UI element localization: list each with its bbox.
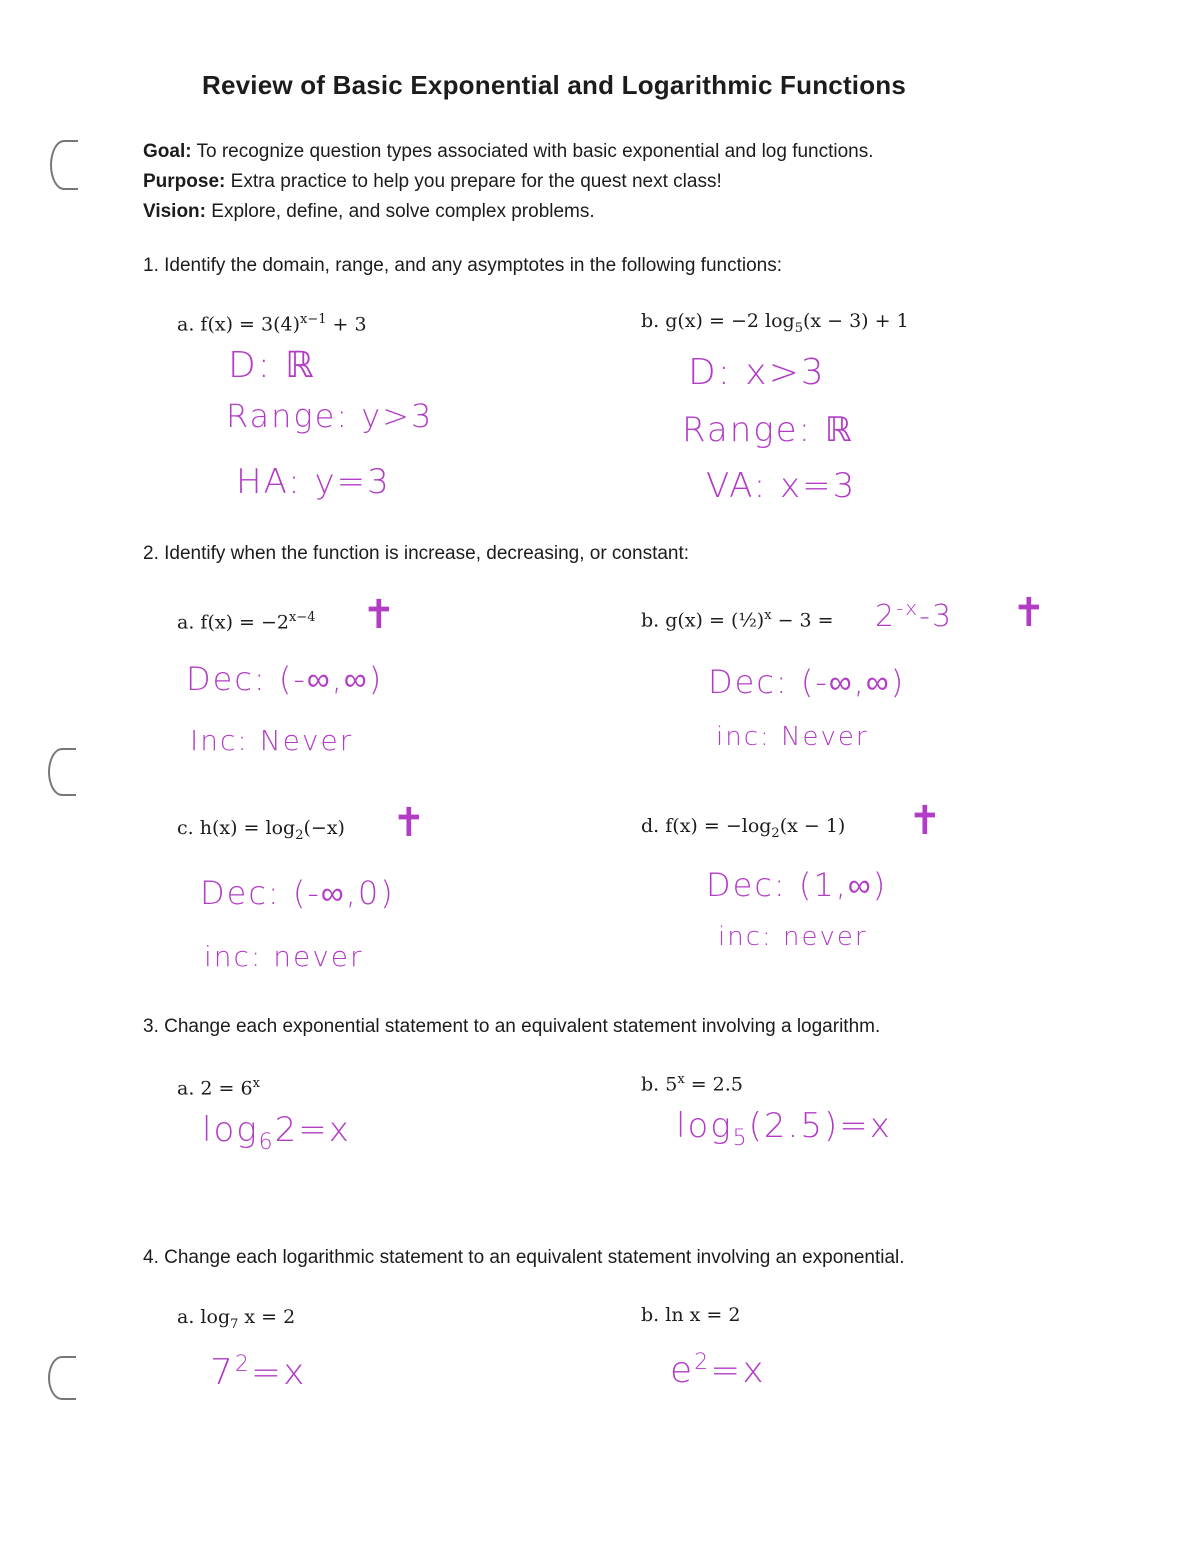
goal-line: [143, 137, 874, 167]
q1b-func: g(x) = −2 log: [665, 310, 795, 332]
q4a-answer-rest: =x: [250, 1352, 307, 1393]
q4a-stmt: log: [200, 1306, 231, 1328]
q1a-exp: x−1: [300, 312, 327, 327]
q2b-answer-decreasing: Dec: (-∞,∞): [708, 663, 906, 701]
q2b-label: b.: [641, 609, 660, 632]
q3a-answer-base: 6: [258, 1129, 275, 1155]
q2c-answer-decreasing: Dec: (-∞,0): [200, 874, 395, 912]
goal-label: Goal:: [143, 141, 192, 162]
q2d-answer-increasing: inc: never: [718, 922, 868, 952]
q4a-answer-base: 7: [210, 1352, 235, 1393]
q2c-function: [177, 817, 345, 843]
q1a-function: [177, 312, 367, 335]
q4b-statement: [641, 1304, 740, 1326]
q4b-stmt: ln x = 2: [665, 1304, 741, 1326]
q2c-answer-increasing: inc: never: [204, 940, 364, 973]
q4b-answer: [670, 1350, 766, 1391]
q1a-func: f(x) = 3(4): [200, 313, 300, 336]
q2c-sub: 2: [295, 827, 304, 843]
purpose-line: [143, 167, 874, 197]
purpose-text: Extra practice to help you prepare for the quest next class!: [230, 171, 722, 192]
q3b-answer-base: 5: [732, 1125, 749, 1151]
q2d-tail: (x − 1): [779, 815, 846, 837]
q2b-func: g(x) = (½): [665, 609, 765, 632]
goal-text: To recognize question types associated with basic exponential and log functions.: [196, 141, 874, 162]
q2b-cross-mark: ✝: [1012, 590, 1046, 636]
q3b-answer: [676, 1106, 892, 1151]
q4a-statement: [177, 1306, 295, 1332]
question-2-prompt: 2. Identify when the function is increase, decreasing, or constant:: [143, 543, 690, 564]
q2a-exp: x−4: [289, 610, 316, 625]
q1a-answer-domain: D: ℝ: [228, 345, 316, 386]
q2d-cross-mark: ✝: [908, 798, 942, 844]
q4b-answer-base: e: [670, 1350, 695, 1391]
binder-hole-bottom: [48, 1356, 76, 1400]
q2c-label: c.: [177, 817, 194, 839]
q1b-function: [641, 310, 909, 336]
q4a-sub: 7: [230, 1316, 239, 1332]
q3a-stmt: 2 = 6: [200, 1077, 253, 1100]
q3b-statement: [641, 1072, 743, 1095]
q1a-tail: + 3: [326, 313, 367, 336]
vision-line: [143, 197, 874, 227]
q3a-answer-log: log: [202, 1110, 259, 1150]
q3b-tail: = 2.5: [684, 1073, 743, 1096]
vision-label: Vision:: [143, 201, 206, 222]
q3b-label: b.: [641, 1073, 660, 1096]
question-3-prompt: 3. Change each exponential statement to an equivalent statement involving a logarithm.: [143, 1016, 881, 1037]
q3b-answer-rest: (2.5)=x: [748, 1106, 892, 1146]
q3a-answer: [202, 1110, 351, 1155]
q2d-func: f(x) = −log: [665, 815, 772, 837]
q1b-sub: 5: [794, 320, 803, 336]
q3a-answer-rest: 2=x: [274, 1110, 351, 1150]
q1a-answer-range: Range: y>3: [226, 397, 434, 435]
q1a-label: a.: [177, 313, 195, 336]
q2d-label: d.: [641, 815, 660, 837]
q2c-tail: (−x): [303, 817, 345, 839]
vision-text: Explore, define, and solve complex problems.: [211, 201, 595, 222]
q4b-answer-exp: 2: [694, 1350, 711, 1375]
q2d-function: [641, 815, 845, 841]
q4a-answer-exp: 2: [234, 1352, 251, 1377]
q2c-cross-mark: ✝: [392, 800, 426, 846]
q2a-cross-mark: ✝: [362, 592, 396, 638]
q1b-label: b.: [641, 310, 660, 332]
q2a-answer-decreasing: Dec: (-∞,∞): [186, 660, 384, 698]
binder-hole-middle: [48, 748, 76, 796]
q3a-exp: x: [252, 1076, 260, 1091]
q2b-rewrite-base: 2: [875, 599, 897, 634]
q4b-label: b.: [641, 1304, 660, 1326]
q1b-answer-domain: D: x>3: [688, 352, 826, 393]
purpose-label: Purpose:: [143, 171, 226, 192]
q3a-statement: [177, 1076, 260, 1099]
q1a-answer-asymptote: HA: y=3: [236, 462, 391, 502]
question-4-prompt: 4. Change each logarithmic statement to an equivalent statement involving an exponential.: [143, 1247, 905, 1268]
q1b-answer-asymptote: VA: x=3: [706, 466, 857, 506]
q2a-func: f(x) = −2: [200, 611, 290, 634]
q2a-label: a.: [177, 611, 195, 634]
q2b-tail: − 3 =: [771, 609, 834, 632]
q2d-sub: 2: [771, 825, 780, 841]
page-title: Review of Basic Exponential and Logarithmic Functions: [202, 70, 907, 100]
q4a-tail: x = 2: [238, 1306, 296, 1328]
q2b-exp: x: [764, 608, 772, 623]
q4a-answer: [210, 1352, 306, 1393]
q2a-answer-increasing: Inc: Never: [190, 724, 354, 757]
intro-block: [143, 137, 874, 227]
q2b-function: [641, 608, 834, 631]
q2b-rewrite-exp: -x: [896, 596, 920, 620]
q2b-rewrite: [875, 596, 953, 634]
q3b-exp: x: [677, 1072, 685, 1087]
q2b-answer-increasing: inc: Never: [716, 722, 869, 752]
q2d-answer-decreasing: Dec: (1,∞): [706, 866, 888, 904]
q2a-function: [177, 610, 316, 633]
q3a-label: a.: [177, 1077, 195, 1100]
q3b-answer-log: log: [676, 1106, 733, 1146]
binder-hole-top: [50, 140, 78, 190]
q4b-answer-rest: =x: [710, 1350, 766, 1391]
q3b-stmt: 5: [665, 1073, 678, 1096]
q2c-func: h(x) = log: [199, 817, 296, 839]
question-1-prompt: 1. Identify the domain, range, and any asymptotes in the following functions:: [143, 255, 782, 276]
q1b-answer-range: Range: ℝ: [682, 410, 854, 450]
q2b-rewrite-tail: -3: [919, 599, 954, 634]
q1b-tail: (x − 3) + 1: [802, 310, 909, 332]
q4a-label: a.: [177, 1306, 195, 1328]
